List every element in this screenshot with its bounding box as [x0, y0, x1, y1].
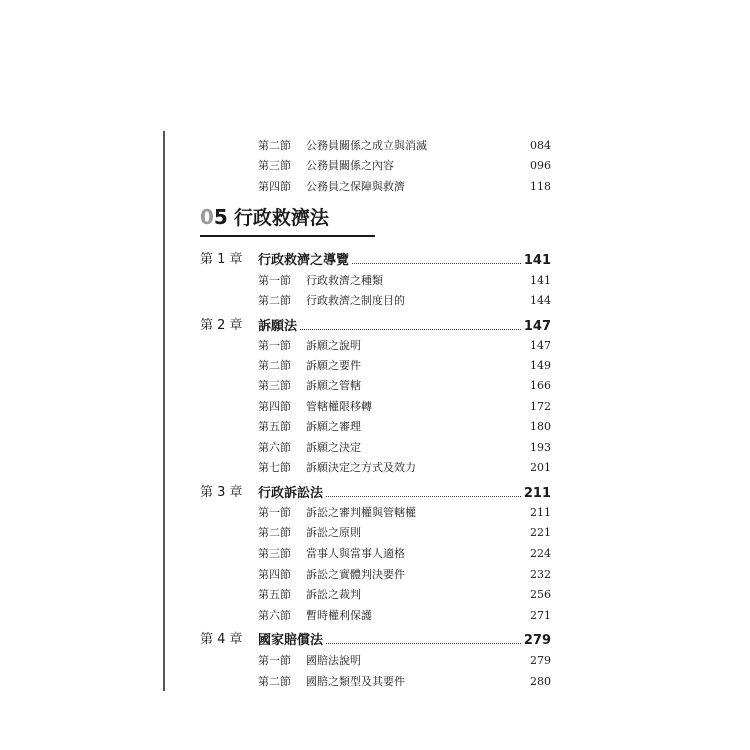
dot-leader: [326, 629, 521, 644]
section-title: 公務員關係之成立與消滅: [306, 139, 427, 152]
toc-section-row[interactable]: [258, 292, 551, 310]
section-page: 172: [530, 400, 551, 413]
toc-section-row[interactable]: [258, 157, 551, 175]
section-title: 公務員之保障與救濟: [306, 180, 405, 193]
section-label: 第五節: [258, 588, 291, 601]
toc-section-row[interactable]: [258, 137, 551, 155]
chapter-title: 行政訴訟法: [258, 486, 324, 501]
section-page: 096: [530, 159, 551, 172]
chapter-page: 147: [523, 319, 551, 334]
toc-section-row[interactable]: [258, 377, 551, 395]
section-label: 第五節: [258, 420, 291, 433]
section-title: 管轄權限移轉: [306, 400, 372, 413]
section-title: 暫時權利保護: [306, 609, 372, 622]
chapter-page: 141: [523, 253, 551, 268]
section-label: 第六節: [258, 441, 291, 454]
section-title: 訴訟之原則: [306, 526, 361, 539]
toc-section-row[interactable]: [258, 652, 551, 670]
margin-rule: [163, 131, 165, 691]
toc-section-row[interactable]: [258, 504, 551, 522]
section-label: 第一節: [258, 654, 291, 667]
section-page: 271: [530, 609, 551, 622]
toc-chapter-row[interactable]: [200, 315, 551, 337]
section-title: 行政救濟之制度目的: [306, 294, 405, 307]
part-heading: [200, 203, 329, 232]
toc-section-row[interactable]: [258, 566, 551, 584]
toc-chapter-row[interactable]: [200, 629, 551, 651]
chapter-label: 第 3 章: [200, 485, 243, 500]
toc-section-row[interactable]: [258, 418, 551, 436]
section-page: 180: [530, 420, 551, 433]
section-page: 232: [530, 568, 551, 581]
section-page: 211: [530, 506, 551, 519]
toc-chapter-row[interactable]: [200, 482, 551, 504]
toc-section-row[interactable]: [258, 607, 551, 625]
section-page: 280: [530, 675, 551, 688]
section-label: 第四節: [258, 568, 291, 581]
chapter-label: 第 2 章: [200, 318, 243, 333]
part-underline: [200, 235, 375, 237]
section-page: 141: [530, 274, 551, 287]
section-label: 第四節: [258, 180, 291, 193]
toc-section-row[interactable]: [258, 357, 551, 375]
section-page: 144: [530, 294, 551, 307]
section-label: 第三節: [258, 547, 291, 560]
section-page: 149: [530, 359, 551, 372]
part-number-second: 5: [213, 205, 228, 229]
chapter-label: 第 1 章: [200, 252, 243, 267]
chapter-title: 國家賠償法: [258, 633, 324, 648]
section-page: 166: [530, 379, 551, 392]
dot-leader: [352, 249, 521, 264]
chapter-page: 279: [523, 633, 551, 648]
section-title: 國賠之類型及其要件: [306, 675, 405, 688]
toc-section-row[interactable]: [258, 398, 551, 416]
section-title: 行政救濟之種類: [306, 274, 383, 287]
section-label: 第二節: [258, 294, 291, 307]
section-page: 147: [530, 339, 551, 352]
section-title: 公務員關係之內容: [306, 159, 394, 172]
section-page: 224: [530, 547, 551, 560]
section-label: 第二節: [258, 526, 291, 539]
chapter-page: 211: [523, 486, 551, 501]
section-label: 第一節: [258, 339, 291, 352]
section-label: 第二節: [258, 675, 291, 688]
section-title: 訴訟之實體判決要件: [306, 568, 405, 581]
chapter-label: 第 4 章: [200, 632, 243, 647]
section-label: 第四節: [258, 400, 291, 413]
section-label: 第一節: [258, 274, 291, 287]
dot-leader: [326, 482, 521, 497]
section-label: 第一節: [258, 506, 291, 519]
section-label: 第七節: [258, 461, 291, 474]
toc-section-row[interactable]: [258, 178, 551, 196]
section-title: 國賠法說明: [306, 654, 361, 667]
section-page: 193: [530, 441, 551, 454]
section-label: 第二節: [258, 359, 291, 372]
section-label: 第二節: [258, 139, 291, 152]
section-page: 256: [530, 588, 551, 601]
section-title: 訴願決定之方式及效力: [306, 461, 416, 474]
toc-section-row[interactable]: [258, 524, 551, 542]
part-title: 行政救濟法: [233, 207, 329, 229]
toc-chapter-row[interactable]: [200, 249, 551, 271]
toc-section-row[interactable]: [258, 586, 551, 604]
chapter-title: 行政救濟之導覽: [258, 253, 350, 268]
section-title: 訴訟之裁判: [306, 588, 361, 601]
section-label: 第六節: [258, 609, 291, 622]
part-number-first: 0: [200, 205, 214, 229]
section-title: 訴願之決定: [306, 441, 361, 454]
toc-section-row[interactable]: [258, 459, 551, 477]
section-title: 訴願之說明: [306, 339, 361, 352]
section-title: 訴願之審理: [306, 420, 361, 433]
section-label: 第三節: [258, 379, 291, 392]
section-page: 279: [530, 654, 551, 667]
section-title: 當事人與當事人適格: [306, 547, 405, 560]
toc-section-row[interactable]: [258, 673, 551, 691]
section-page: 118: [530, 180, 551, 193]
section-label: 第三節: [258, 159, 291, 172]
section-title: 訴訟之審判權與管轄權: [306, 506, 416, 519]
section-title: 訴願之要件: [306, 359, 361, 372]
section-page: 201: [530, 461, 551, 474]
section-page: 221: [530, 526, 551, 539]
dot-leader: [300, 315, 521, 330]
toc-section-row[interactable]: [258, 272, 551, 290]
toc-section-row[interactable]: [258, 337, 551, 355]
section-title: 訴願之管轄: [306, 379, 361, 392]
toc-section-row[interactable]: [258, 439, 551, 457]
toc-section-row[interactable]: [258, 545, 551, 563]
section-page: 084: [530, 139, 551, 152]
chapter-title: 訴願法: [258, 319, 298, 334]
